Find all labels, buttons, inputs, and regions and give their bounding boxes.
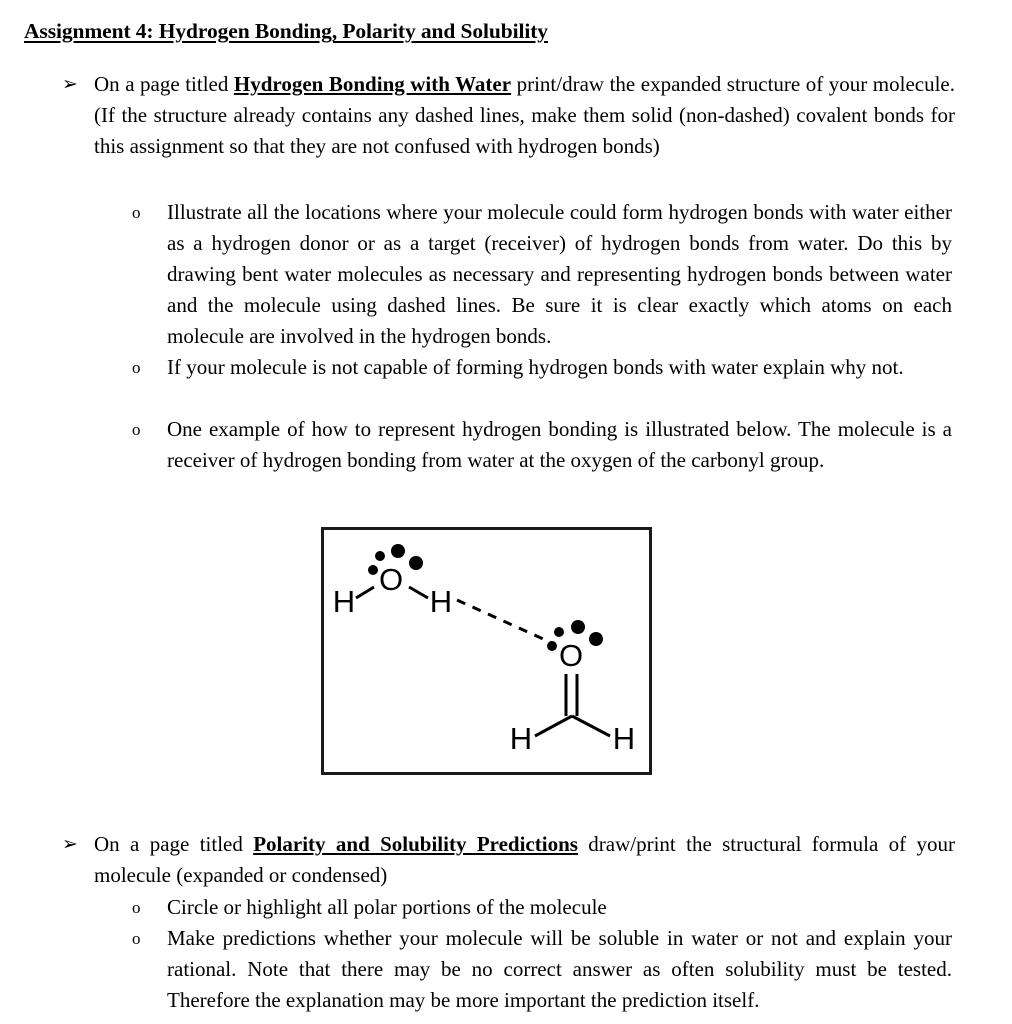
sub-bullet-text: One example of how to represent hydrogen bonding is illustrated below. The molecule is a receiver of hydrogen bonding from water at the oxygen of the carbonyl group.: [167, 417, 952, 472]
water-hydrogen-left-label: H: [332, 584, 356, 619]
emphasis-hydrogen-bonding-with-water: Hydrogen Bonding with Water: [233, 72, 512, 96]
sub-bullet-illustrate-locations: [132, 197, 952, 352]
circle-bullet-icon: o: [132, 203, 141, 222]
bullet-item-hydrogen-bonding: [60, 69, 955, 162]
sub-bullet-text: Circle or highlight all polar portions of the molecule: [167, 895, 607, 919]
bullet-text-polarity-solubility: [94, 829, 955, 891]
sub-bullet-example-illustrated: [132, 414, 952, 476]
water-hydrogen-right-label: H: [429, 584, 453, 619]
carbon-hydrogen-bond-left: [535, 716, 572, 736]
hydrogen-bond-dashed-line: [457, 600, 552, 643]
emphasis-polarity-and-solubility-predictions: Polarity and Solubility Predictions: [253, 832, 578, 856]
lewis-structure-diagram: [324, 530, 649, 772]
carbonyl-oxygen-label: O: [558, 638, 584, 673]
circle-bullet-icon: o: [132, 358, 141, 377]
water-oxygen-label: O: [378, 562, 404, 597]
circle-bullet-icon: o: [132, 420, 141, 439]
sub-bullet-text: If your molecule is not capable of forming hydrogen bonds with water explain why not.: [167, 355, 904, 379]
sub-bullet-not-capable: [132, 352, 952, 383]
bullet-lead-text: On a page titled: [94, 832, 254, 856]
water-bond-right: [409, 587, 428, 598]
bullet-rest-text: print/draw the expanded structure of your molecule. (If the structure already contains any dashed lines, make them solid (non-dashed) covalent bonds for this assignment so that they are not confused with hydrogen bonds): [94, 72, 956, 158]
formaldehyde-hydrogen-right-label: H: [612, 721, 636, 756]
arrow-bullet-icon: ➢: [62, 834, 78, 855]
hydrogen-bonding-figure: [321, 527, 652, 775]
sub-bullet-text: Make predictions whether your molecule will be soluble in water or not and explain your rational. Note that there may be no correct answer as often solubility must be tested. Therefore the explanation may be more important the prediction itself.: [167, 926, 952, 1012]
sub-bullet-text: Illustrate all the locations where your molecule could form hydrogen bonds with water either as a hydrogen donor or as a target (receiver) of hydrogen bonds from water. Do this by drawing bent water molecules as necessary and representing hydrogen bonds between water and the molecule using dashed lines. Be sure it is clear exactly which atoms on each molecule are involved in the hydrogen bonds.: [167, 200, 952, 348]
sub-bullet-circle-polar-portions: [132, 892, 952, 923]
circle-bullet-icon: o: [132, 929, 141, 948]
bullet-rest-text: draw/print the structural formula of your molecule (expanded or condensed): [94, 832, 955, 887]
arrow-bullet-icon: ➢: [62, 74, 78, 95]
page-title: Assignment 4: Hydrogen Bonding, Polarity and Solubility: [24, 19, 548, 43]
bullet-lead-text: On a page titled: [94, 72, 234, 96]
bullet-item-polarity-solubility: [60, 829, 955, 891]
formaldehyde-hydrogen-left-label: H: [509, 721, 533, 756]
circle-bullet-icon: o: [132, 898, 141, 917]
water-bond-left: [356, 587, 374, 598]
carbon-hydrogen-bond-right: [572, 716, 610, 736]
sub-bullet-make-predictions: [132, 923, 952, 1016]
bullet-text-hydrogen-bonding: [94, 69, 955, 162]
